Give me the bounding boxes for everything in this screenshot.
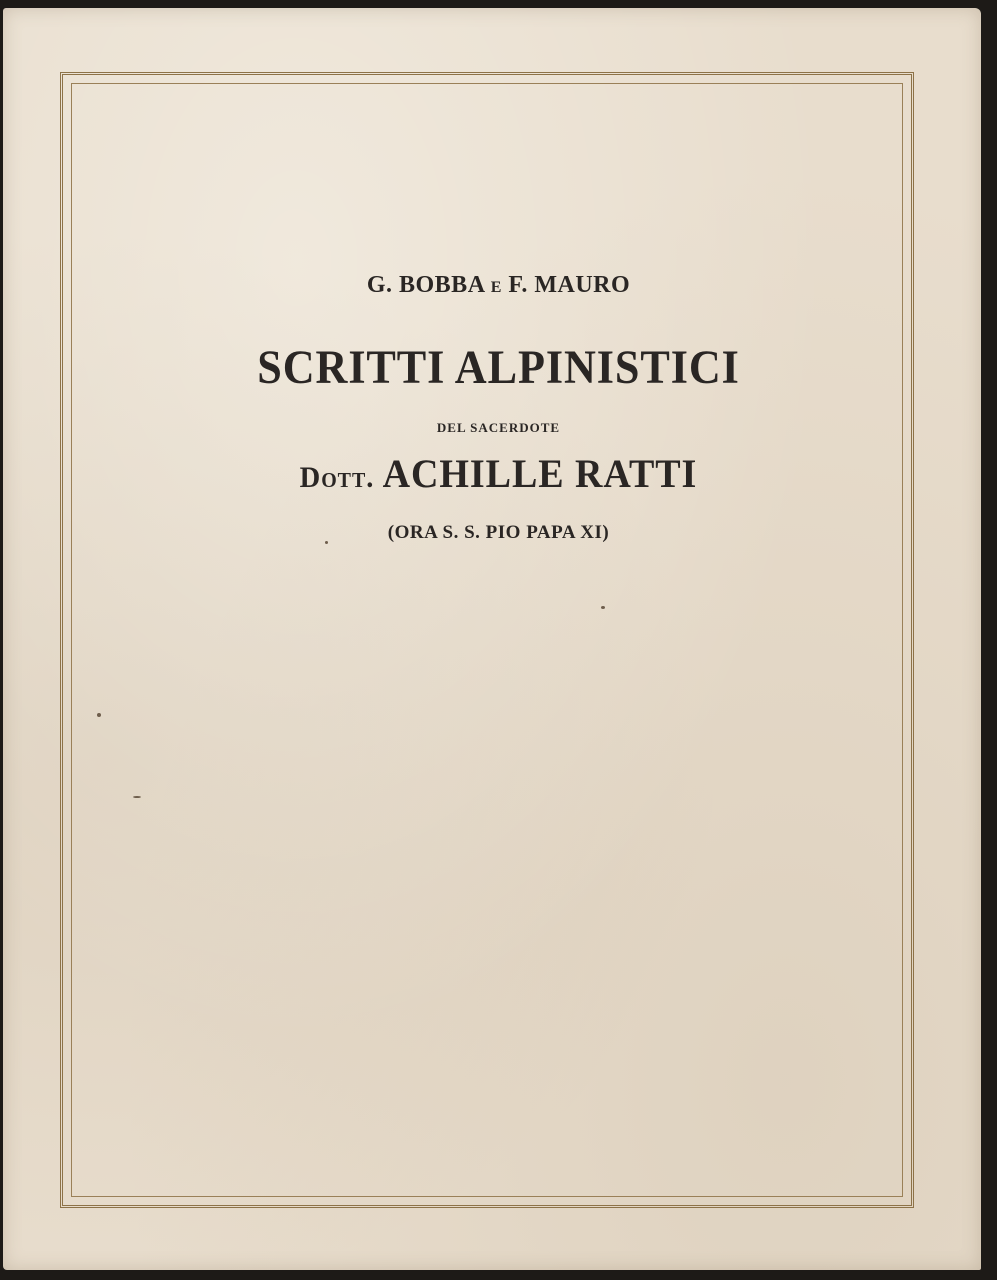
paper-speck [601,606,605,609]
book-cover [3,8,981,1270]
author-conjunction: E [490,279,502,296]
author-name-line [25,450,972,497]
paper-speck [97,713,101,717]
author-first: G. BOBBA [366,272,485,298]
decorative-border-inner [71,83,903,1197]
name-prefix: Dott. [299,461,375,494]
book-subtitle: DEL SACERDOTE [436,420,561,435]
decorative-border [60,72,914,1208]
book-title: SCRITTI ALPINISTICI [257,341,740,394]
author-second: F. MAURO [508,272,631,298]
author-name: ACHILLE RATTI [382,451,698,496]
authors-line [0,272,997,299]
paper-speck [133,796,141,798]
book-note: (ORA S. S. PIO PAPA XI) [387,522,610,543]
